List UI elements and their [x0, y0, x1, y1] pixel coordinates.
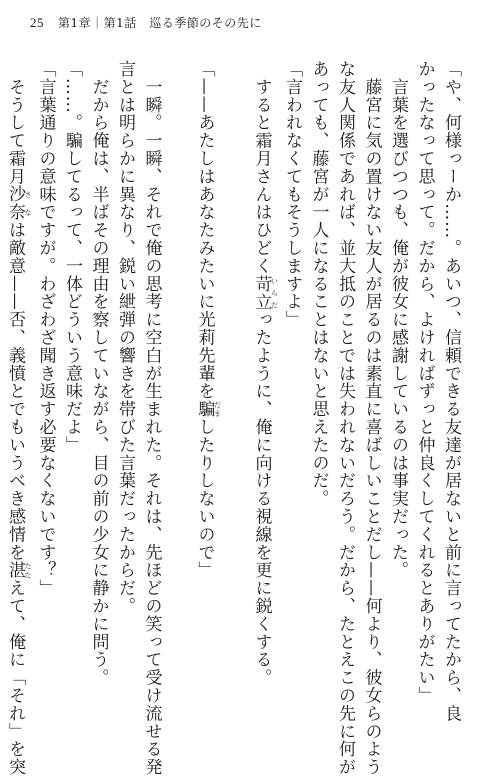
page-number: 25 — [30, 15, 44, 30]
blank-line — [165, 60, 192, 660]
ruby-base: 苛立 — [251, 274, 272, 311]
text-segment: したりしないので」 — [194, 418, 215, 580]
ruby-reading: さな — [24, 185, 32, 222]
text-line: だから俺は、半ばその理由を察していながら、目の前の少女に静かに問う。 — [88, 60, 109, 687]
ruby-base: 沙奈 — [5, 185, 25, 222]
blank-line — [222, 60, 249, 660]
text-segment: ったように、俺に向ける視線を更に鋭くする。 — [251, 310, 272, 687]
ruby-annotation — [5, 561, 32, 580]
text-segment: すると霜月さんはひどく — [251, 60, 272, 275]
text-line: 「……。騙してるって、一体どういう意味だよ」 — [62, 60, 82, 454]
ruby-base: 騙 — [194, 400, 215, 419]
text-line — [2, 60, 33, 776]
text-line — [248, 60, 279, 687]
text-line — [191, 60, 222, 660]
text-line: 「言われなくてもそうしますよ」 — [282, 60, 302, 329]
text-line: 言とは明らかに異なり、鋭い紲弾の響きを帯びた言葉だったからだ。 — [115, 60, 135, 615]
ruby-annotation — [194, 400, 222, 419]
text-segment: えて、俺に「それ」を突 — [5, 579, 25, 776]
text-segment: そうして霜月 — [5, 60, 25, 186]
text-line: かったなって思って。だから、よければずっと仲良くしてくれるとありがたい」 — [414, 60, 435, 705]
ruby-annotation — [5, 185, 32, 222]
ruby-reading: いらだ — [270, 274, 279, 311]
vertical-body-text — [2, 60, 465, 776]
ruby-reading: だま — [213, 400, 222, 418]
ruby-reading: たた — [24, 561, 32, 580]
ruby-annotation — [251, 274, 279, 311]
text-line: 一瞬。一瞬、それで俺の思考に空白が生まれた。それは、先ほどの笑って受け流せる発 — [141, 60, 162, 776]
text-line: 「言葉通りの意味ですが。わざわざ聞き返す必要なくないです？」 — [35, 60, 56, 597]
text-line: な友人関係であれば、並大抵のことでは失われないだろう。だから、たとえこの先に何が — [335, 60, 355, 776]
text-line: 言葉を選びつつも、俺が彼女に感謝しているのは事実だった。 — [388, 60, 408, 580]
ruby-base: 湛 — [5, 561, 25, 580]
text-segment: 「——あたしはあなたみたいに光莉先輩を — [194, 60, 215, 401]
text-segment: は敵意——否、義憤とでもいうべき感情を — [5, 221, 25, 562]
text-line: あっても、藤宮が一人になることはないと思えたのだ。 — [308, 60, 329, 508]
text-line: 藤宮に気の置けない友人が居るのは素直に喜ばしいことだし——何より、彼女らのよう — [361, 60, 382, 776]
page-header — [30, 14, 262, 31]
running-title: 第1章｜第1話 巡る季節のその先に — [58, 16, 262, 30]
text-line: 「や、何様っーか……。あいつ、信頼できる友達が居ないと前に言ってたから、良 — [441, 60, 461, 723]
